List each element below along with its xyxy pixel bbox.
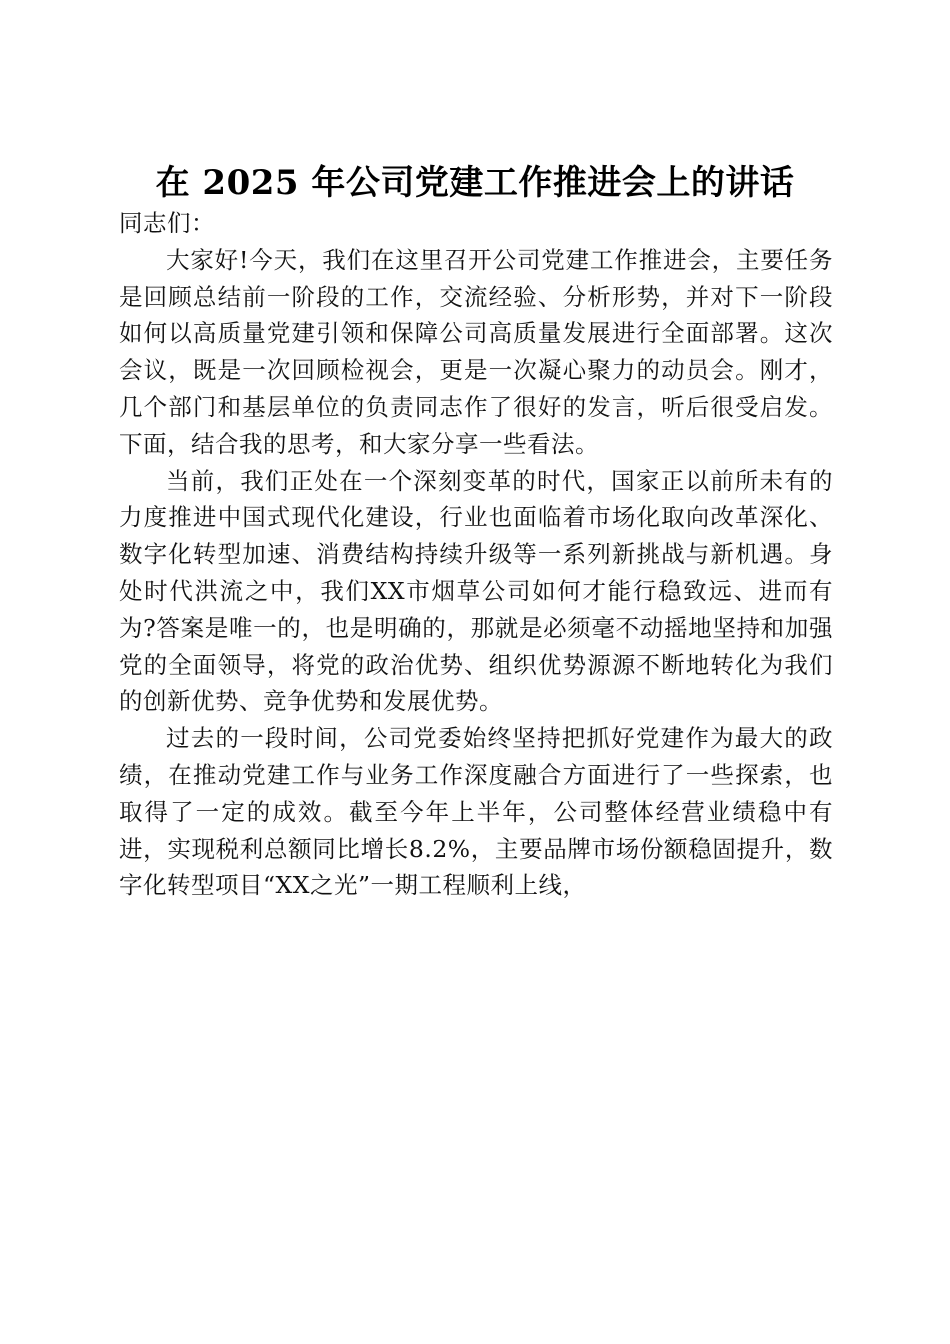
- paragraph-context: 当前，我们正处在一个深刻变革的时代，国家正以前所未有的力度推进中国式现代化建设，行业也面临着市场化取向改革深化、数字化转型加速、消费结构持续升级等一系列新挑战与新机遇。身处时代洪流之中，我们XX市烟草公司如何才能行稳致远、进而有为?答案是唯一的，也是明确的，那就是必须毫不动摇地坚持和加强党的全面领导，将党的政治优势、组织优势源源不断地转化为我们的创新优势、竞争优势和发展优势。: [119, 466, 833, 716]
- document-title: 在 2025 年公司党建工作推进会上的讲话: [155, 162, 795, 203]
- salutation: 同志们：: [119, 209, 215, 237]
- document-body: [119, 205, 833, 904]
- paragraph-opening: 大家好!今天，我们在这里召开公司党建工作推进会，主要任务是回顾总结前一阶段的工作，交流经验、分析形势，并对下一阶段如何以高质量党建引领和保障公司高质量发展进行全面部署。这次会议，既是一次回顾检视会，更是一次凝心聚力的动员会。刚才，几个部门和基层单位的负责同志作了很好的发言，听后很受启发。下面，结合我的思考，和大家分享一些看法。: [119, 245, 833, 458]
- paragraph-achievements: 过去的一段时间，公司党委始终坚持把抓好党建作为最大的政绩，在推动党建工作与业务工作深度融合方面进行了一些探索，也取得了一定的成效。截至今年上半年，公司整体经营业绩稳中有进，实现税利总额同比增长8.2%，主要品牌市场份额稳固提升，数字化转型项目“XX之光”一期工程顺利上线，: [119, 724, 833, 900]
